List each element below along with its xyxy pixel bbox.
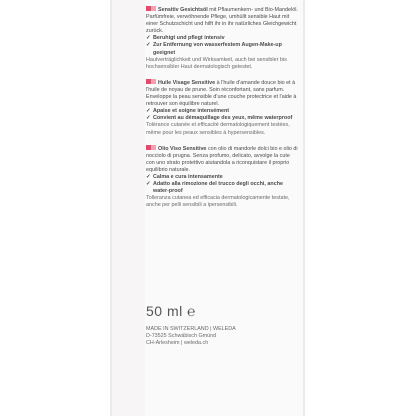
product-description: con olio di mandorle dolci bio e olio di nocciolo di prugna. Senza profumo, delicato, avvolge la cute con uno strato protettivo aiutandola a riconquistare il proprio equilibrio naturale.	[146, 145, 298, 173]
flag-fr-icon	[146, 79, 156, 84]
manufacturer-info	[146, 326, 300, 348]
test-note: Hautverträglichkeit und Wirksamkeit, auch bei sensibler bis hochsensibler Haut dermatologisch getestet.	[146, 56, 287, 70]
product-title: Olio Viso Sensitive	[158, 145, 207, 152]
section-italian	[146, 145, 300, 210]
section-intro	[146, 145, 300, 174]
section-intro	[146, 79, 300, 108]
benefit-item: ✓ Calma e cura intensamente	[146, 174, 300, 181]
manufacturer-line: CH-Arlesheim | weleda.ch	[146, 340, 209, 347]
test-note: Tolérance cutanée et efficacité dermatologiquement testées, même pour les peaux sensibles à hypersensibles.	[146, 122, 290, 136]
package-right-edge	[303, 0, 305, 416]
benefit-item: ✓ Apaise et soigne intensément	[146, 108, 300, 115]
manufacturer-line: D-73525 Schwäbisch Gmünd	[146, 333, 217, 340]
flag-de-icon	[146, 6, 156, 11]
benefit-item: ✓ Convient au démaquillage des yeux, même waterproof	[146, 115, 300, 122]
section-intro	[146, 6, 300, 35]
benefit-list	[146, 174, 300, 195]
benefit-item: ✓ Zur Entfernung von wasserfestem Augen-Make-up geeignet	[146, 42, 300, 56]
product-title: Sensitiv Gesichtsöl	[158, 7, 208, 13]
product-description: mit Pflaumenkern- und Bio-Mandelöl. Parfümfreie, verwöhnende Pflege, umhüllt sensible Haut mit einer Schutzschicht und hilft ihr in ihr natürliches Gleichgewicht zurück.	[146, 7, 298, 35]
section-french	[146, 79, 300, 137]
product-description: à l'huile d'amande douce bio et à l'huile de noyau de prune. Soin réconfortant, sans parfum. Enveloppe la peau sensible d'une couche protectrice et l'aide à retrouver son équilibre naturel.	[146, 79, 297, 108]
benefit-list	[146, 108, 300, 122]
package-left-edge	[110, 0, 112, 416]
flag-it-icon	[146, 145, 156, 150]
benefit-item: ✓ Adatto alla rimozione del trucco degli occhi, anche water-proof	[146, 181, 300, 195]
benefit-item: ✓ Beruhigt und pflegt intensiv	[146, 35, 300, 42]
section-german	[146, 6, 300, 71]
benefit-list	[146, 35, 300, 56]
manufacturer-line: MADE IN SWITZERLAND | WELEDA	[146, 326, 236, 332]
test-note: Tolleranza cutanea ed efficacia dermatologicamente testate, anche per pelli sensibili a ipersensibili.	[146, 195, 290, 209]
volume-label: 50 ml ℮	[146, 303, 197, 319]
label-text-panel	[146, 6, 300, 217]
product-title: Huile Visage Sensitive	[158, 79, 216, 86]
